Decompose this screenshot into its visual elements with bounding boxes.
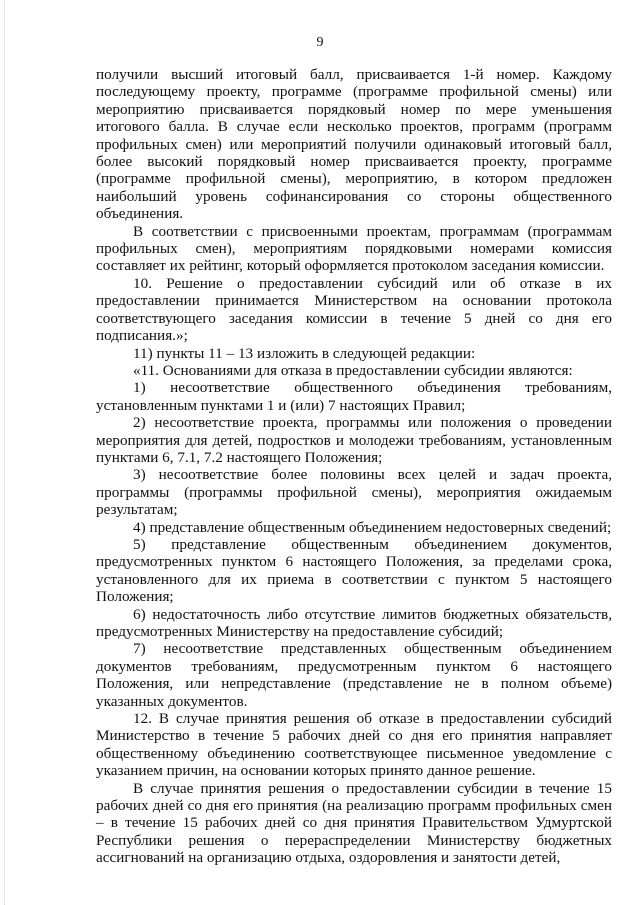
paragraph: 1) несоответствие общественного объединения требованиям, установленным пунктами 1 и (или) 7 настоящих Правил; xyxy=(96,379,612,414)
paragraph: 2) несоответствие проекта, программы или положения о проведении мероприятия для детей, подростков и молодежи требованиям, установленным пунктами 6, 7.1, 7.2 настоящего Положения; xyxy=(96,414,612,466)
page-number: 9 xyxy=(316,35,324,50)
paragraph: 5) представление общественным объединением документов, предусмотренных пунктом 6 настоящего Положения, за пределами срока, установленного для их приема в соответствии с пунктом 5 настоящего Положения; xyxy=(96,535,612,606)
paragraph: 10. Решение о предоставлении субсидий или об отказе в их предоставлении принимается Министерством на основании протокола соответствующего заседания комиссии в течение 5 дней со дня его подписания.»; xyxy=(96,274,612,345)
paragraph: 4) представление общественным объединением недостоверных сведений; xyxy=(133,518,612,536)
paragraph: В соответствии с присвоенными проектам, программам (программам профильных смен), мероприятиям порядковыми номерами комиссия составляет их рейтинг, который оформляется протоколом заседания комиссии. xyxy=(96,222,612,275)
paragraph: «11. Основаниями для отказа в предоставлении субсидии являются: xyxy=(133,361,573,379)
paragraph: 7) несоответствие представленных общественным объединением документов требованиям, предусмотренным пунктом 6 настоящего Положения, или непредставление (представление не в полном объеме) указанных документов. xyxy=(96,640,612,710)
paragraph: 3) несоответствие более половины всех целей и задач проекта, программы (программы профильной смены), мероприятия ожидаемым результатам; xyxy=(96,466,612,519)
document-body xyxy=(96,66,612,867)
paragraph: В случае принятия решения о предоставлении субсидии в течение 15 рабочих дней со дня его принятия (на реализацию программ профильных смен – в течение 15 рабочих дней со дня принятия Правительством Удмуртской Республики решения о перераспределении Министерству бюджетных ассигнований на организацию отдыха, оздоровления и занятости детей, xyxy=(96,779,612,867)
paragraph: 11) пункты 11 – 13 изложить в следующей редакции: xyxy=(133,344,476,362)
paragraph: 6) недостаточность либо отсутствие лимитов бюджетных обязательств, предусмотренных Министерству на предоставление субсидий; xyxy=(96,605,612,640)
paragraph: 12. В случае принятия решения об отказе в предоставлении субсидий Министерство в течение 5 рабочих дней со дня его принятия направляет общественному объединению соответствующее письменное уведомление с указанием причин, на основании которых принято данное решение. xyxy=(96,710,612,780)
scan-edge xyxy=(4,0,6,905)
paragraph: получили высший итоговый балл, присваивается 1-й номер. Каждому последующему проекту, программе (программе профильной смены) или мероприятию присваивается порядковый номер по мере уменьшения итогового балла. В случае если несколько проектов, программ (программ профильных смен) или мероприятий получили одинаковый итоговый балл, более высокий порядковый номер присваивается проекту, программе (программе профильной смены), мероприятию, в котором предложен наибольший уровень софинансирования со стороны общественного объединения. xyxy=(96,66,612,223)
